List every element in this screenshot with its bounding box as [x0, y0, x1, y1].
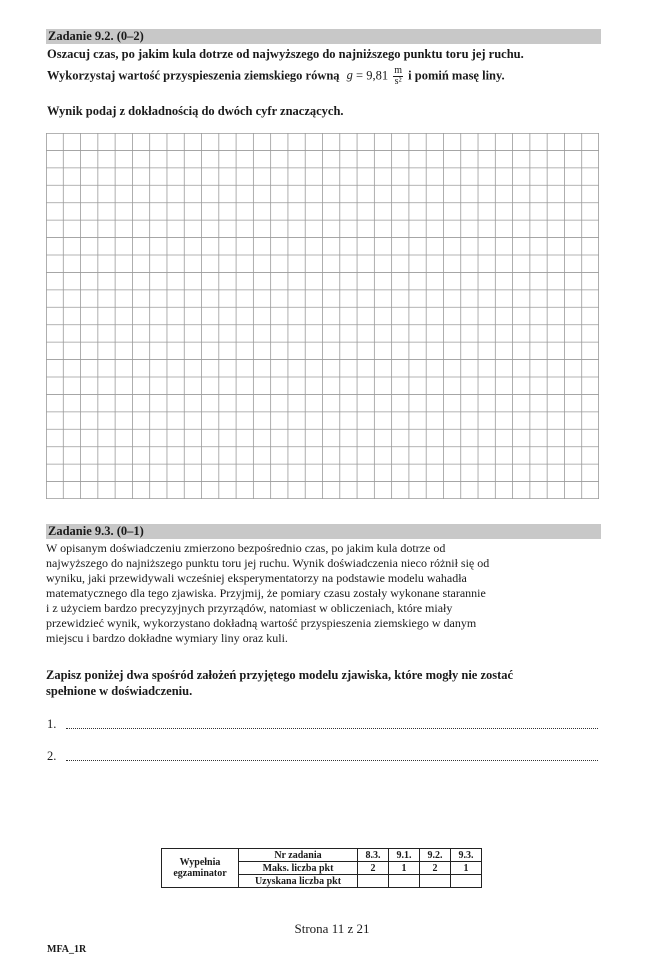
- question-line: Zapisz poniżej dwa spośród założeń przyjętego modelu zjawiska, które mogły nie zostać: [46, 668, 514, 682]
- task-9-3-question: [46, 667, 602, 699]
- row-label-max-points: Maks. liczba pkt: [239, 862, 358, 875]
- answer-1-line[interactable]: [66, 728, 598, 729]
- score-table: [161, 848, 482, 888]
- exam-code: MFA_1R: [47, 944, 87, 955]
- answer-2-line[interactable]: [66, 760, 598, 761]
- filler-cell: [162, 849, 239, 888]
- task-number-cell: 9.3.: [451, 849, 482, 862]
- max-points-cell: 2: [358, 862, 389, 875]
- obtained-points-cell[interactable]: [358, 875, 389, 888]
- filler-label-1: Wypełnia: [179, 857, 221, 868]
- task-9-3-header: Zadanie 9.3. (0–1): [46, 524, 601, 539]
- answer-2-label: 2.: [47, 749, 57, 763]
- answer-1-label: 1.: [47, 717, 57, 731]
- max-points-cell: 2: [420, 862, 451, 875]
- row-label-obtained-points: Uzyskana liczba pkt: [239, 875, 358, 888]
- obtained-points-cell[interactable]: [420, 875, 451, 888]
- task-9-2-header: Zadanie 9.2. (0–2): [46, 29, 601, 44]
- para-line: i z użyciem bardzo precyzyjnych przyrządów, natomiast w obliczeniach, które miały: [46, 601, 453, 615]
- g-symbol: g: [346, 68, 353, 83]
- question-line: spełnione w doświadczeniu.: [46, 684, 193, 698]
- task-number-cell: 9.1.: [389, 849, 420, 862]
- max-points-cell: 1: [389, 862, 420, 875]
- row-label-task-number: Nr zadania: [239, 849, 358, 862]
- task-9-2-line2: [47, 66, 607, 94]
- para-line: matematycznego dla tego zjawiska. Przyjmij, że pomiary czasu zostały wykonane starannie: [46, 586, 486, 600]
- task-9-3-paragraph: [46, 541, 602, 646]
- unit-numerator: m: [394, 65, 403, 76]
- task-9-2-line3: Wynik podaj z dokładnością do dwóch cyfr znaczących.: [47, 104, 344, 118]
- max-points-cell: 1: [451, 862, 482, 875]
- para-line: miejscu i bardzo dokładne wymiary liny oraz kuli.: [46, 631, 288, 645]
- unit-fraction: [393, 66, 403, 87]
- task-9-2-line2-post: i pomiń masę liny.: [408, 68, 505, 83]
- obtained-points-cell[interactable]: [389, 875, 420, 888]
- obtained-points-cell[interactable]: [451, 875, 482, 888]
- g-value: = 9,81: [356, 68, 389, 83]
- answer-grid[interactable]: [46, 133, 599, 499]
- task-9-2-line2-pre: Wykorzystaj wartość przyspieszenia ziemskiego równą: [47, 68, 340, 83]
- para-line: W opisanym doświadczeniu zmierzono bezpośrednio czas, po jakim kula dotrze od: [46, 541, 446, 555]
- task-9-2-line1: Oszacuj czas, po jakim kula dotrze od najwyższego do najniższego punktu toru jej ruchu.: [47, 47, 524, 61]
- filler-label-2: egzaminator: [173, 868, 227, 879]
- task-number-cell: 9.2.: [420, 849, 451, 862]
- page-number: Strona 11 z 21: [294, 921, 370, 936]
- unit-denominator: s²: [394, 76, 402, 87]
- grid-lines: [46, 133, 599, 499]
- para-line: wyniku, jaki przewidywali wcześniej eksperymentatorzy na podstawie modelu wahadła: [46, 571, 467, 585]
- para-line: przewidzieć wynik, wykorzystano dokładną wartość przyspieszenia ziemskiego w danym: [46, 616, 477, 630]
- task-number-cell: 8.3.: [358, 849, 389, 862]
- para-line: najwyższego do najniższego punktu toru jej ruchu. Wynik doświadczenia nieco różnił się od: [46, 556, 490, 570]
